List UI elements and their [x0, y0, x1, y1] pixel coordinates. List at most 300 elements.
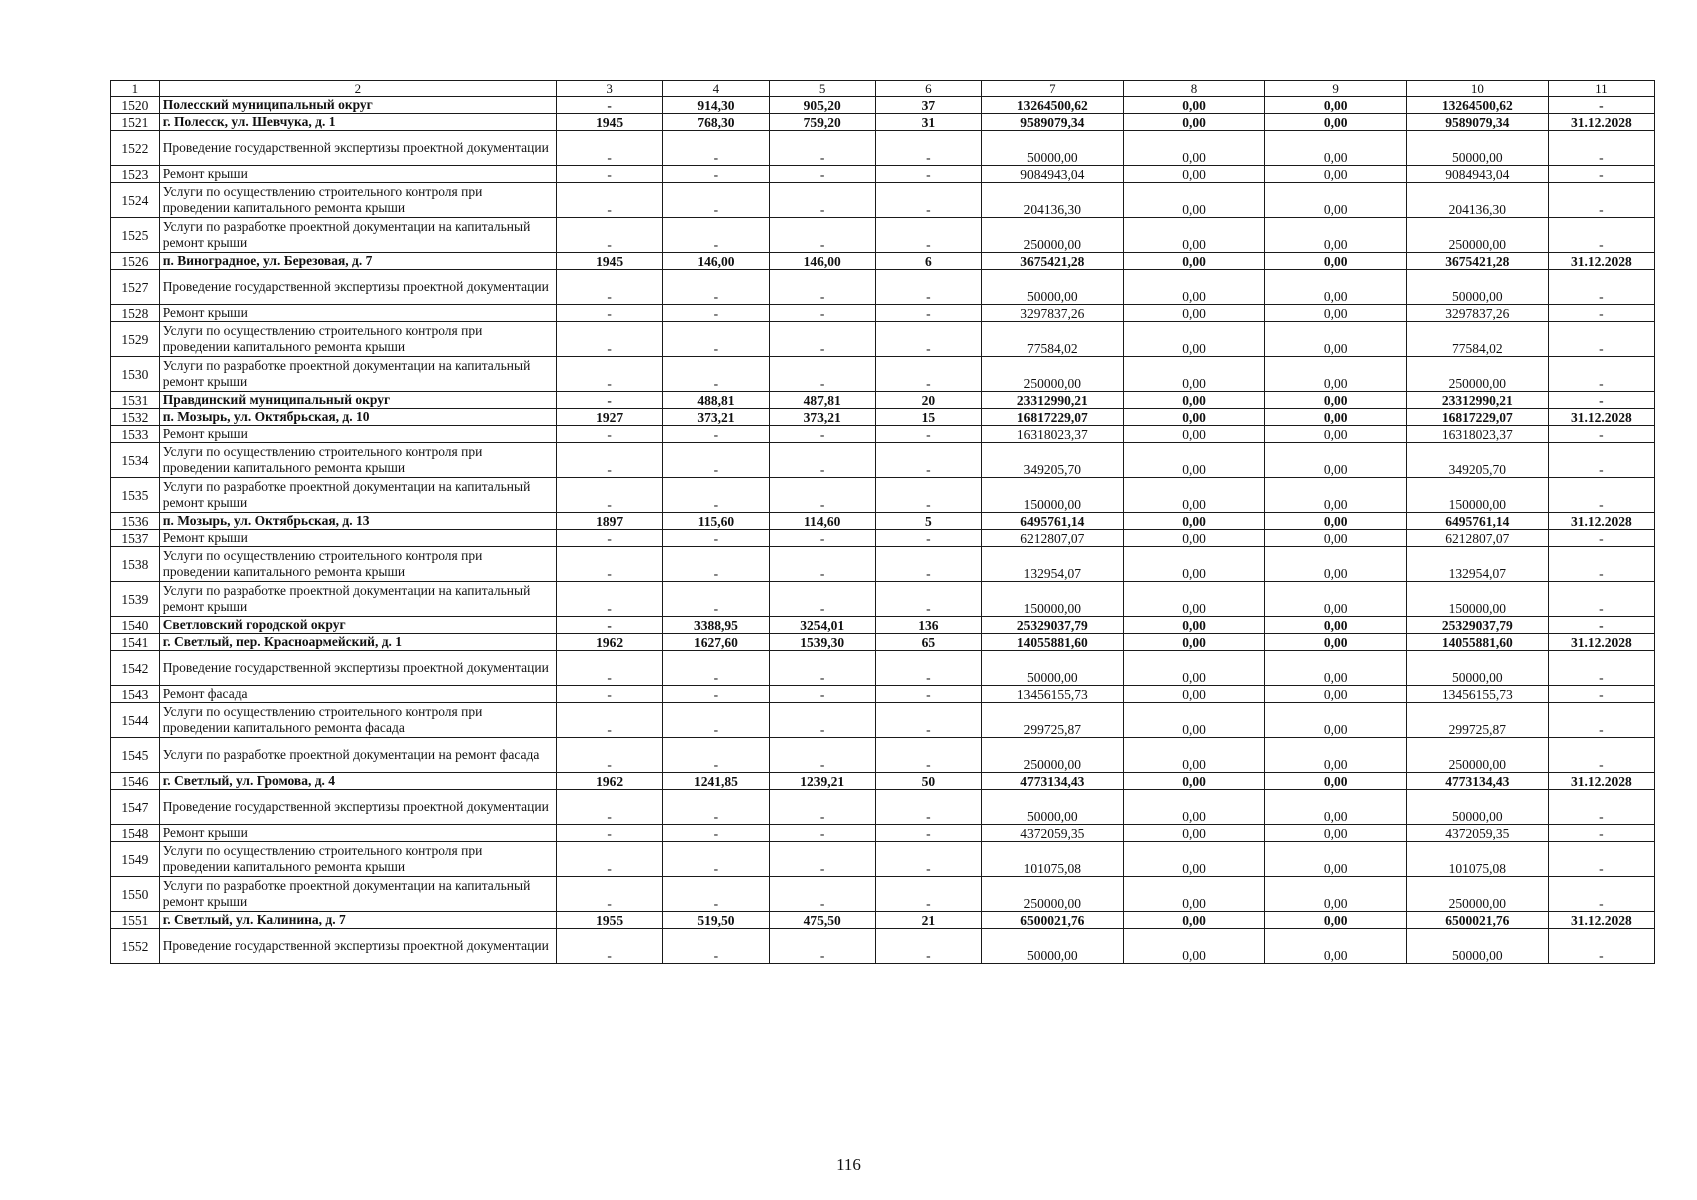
item-name-cell: п. Мозырь, ул. Октябрьская, д. 10 — [159, 409, 556, 426]
owner-cost-cell: 50000,00 — [1407, 790, 1549, 825]
other-cost-cell: 0,00 — [1265, 114, 1407, 131]
living-area-cell: - — [769, 218, 875, 253]
owner-cost-cell: 16318023,37 — [1407, 426, 1549, 443]
other-cost-cell: 0,00 — [1265, 651, 1407, 686]
total-cost-cell: 101075,08 — [982, 842, 1124, 877]
deadline-cell: - — [1548, 825, 1654, 842]
owner-cost-cell: 14055881,60 — [1407, 634, 1549, 651]
other-cost-cell: 0,00 — [1265, 513, 1407, 530]
header-cell: 2 — [159, 81, 556, 97]
owner-cost-cell: 16817229,07 — [1407, 409, 1549, 426]
table-row — [111, 582, 1655, 617]
year-cell: - — [557, 270, 663, 305]
item-name-cell: Светловский городской округ — [159, 617, 556, 634]
residents-cell: - — [875, 825, 981, 842]
residents-cell: 20 — [875, 392, 981, 409]
year-cell: 1962 — [557, 634, 663, 651]
year-cell: - — [557, 183, 663, 218]
row-number-cell: 1537 — [111, 530, 160, 547]
living-area-cell: - — [769, 305, 875, 322]
table-row — [111, 651, 1655, 686]
other-cost-cell: 0,00 — [1265, 790, 1407, 825]
item-name-cell: Проведение государственной экспертизы проектной документации — [159, 790, 556, 825]
fund-cost-cell: 0,00 — [1123, 322, 1265, 357]
residents-cell: 31 — [875, 114, 981, 131]
total-cost-cell: 6500021,76 — [982, 912, 1124, 929]
residents-cell: - — [875, 270, 981, 305]
deadline-cell: - — [1548, 270, 1654, 305]
fund-cost-cell: 0,00 — [1123, 114, 1265, 131]
row-number-cell: 1527 — [111, 270, 160, 305]
living-area-cell: - — [769, 929, 875, 964]
deadline-cell: - — [1548, 547, 1654, 582]
row-number-cell: 1543 — [111, 686, 160, 703]
header-cell: 11 — [1548, 81, 1654, 97]
table-row — [111, 530, 1655, 547]
living-area-cell: - — [769, 131, 875, 166]
total-area-cell: - — [663, 825, 769, 842]
row-number-cell: 1521 — [111, 114, 160, 131]
fund-cost-cell: 0,00 — [1123, 773, 1265, 790]
living-area-cell: 1539,30 — [769, 634, 875, 651]
residents-cell: - — [875, 478, 981, 513]
fund-cost-cell: 0,00 — [1123, 392, 1265, 409]
owner-cost-cell: 23312990,21 — [1407, 392, 1549, 409]
living-area-cell: 146,00 — [769, 253, 875, 270]
deadline-cell: 31.12.2028 — [1548, 634, 1654, 651]
item-name-cell: г. Полесск, ул. Шевчука, д. 1 — [159, 114, 556, 131]
other-cost-cell: 0,00 — [1265, 409, 1407, 426]
document-table-container — [110, 80, 1655, 964]
deadline-cell: 31.12.2028 — [1548, 912, 1654, 929]
living-area-cell: - — [769, 426, 875, 443]
fund-cost-cell: 0,00 — [1123, 305, 1265, 322]
year-cell: 1927 — [557, 409, 663, 426]
living-area-cell: - — [769, 530, 875, 547]
deadline-cell: - — [1548, 617, 1654, 634]
row-number-cell: 1549 — [111, 842, 160, 877]
fund-cost-cell: 0,00 — [1123, 513, 1265, 530]
total-area-cell: - — [663, 651, 769, 686]
fund-cost-cell: 0,00 — [1123, 651, 1265, 686]
table-row — [111, 738, 1655, 773]
deadline-cell: - — [1548, 443, 1654, 478]
total-area-cell: - — [663, 166, 769, 183]
other-cost-cell: 0,00 — [1265, 322, 1407, 357]
year-cell: - — [557, 478, 663, 513]
item-name-cell: Услуги по разработке проектной документации на капитальный ремонт крыши — [159, 478, 556, 513]
fund-cost-cell: 0,00 — [1123, 97, 1265, 114]
other-cost-cell: 0,00 — [1265, 617, 1407, 634]
row-number-cell: 1534 — [111, 443, 160, 478]
other-cost-cell: 0,00 — [1265, 877, 1407, 912]
residents-cell: - — [875, 651, 981, 686]
owner-cost-cell: 299725,87 — [1407, 703, 1549, 738]
row-number-cell: 1522 — [111, 131, 160, 166]
row-number-cell: 1550 — [111, 877, 160, 912]
deadline-cell: - — [1548, 392, 1654, 409]
total-area-cell: - — [663, 547, 769, 582]
item-name-cell: Услуги по разработке проектной документации на капитальный ремонт крыши — [159, 218, 556, 253]
table-row — [111, 253, 1655, 270]
row-number-cell: 1551 — [111, 912, 160, 929]
row-number-cell: 1523 — [111, 166, 160, 183]
year-cell: - — [557, 703, 663, 738]
item-name-cell: Проведение государственной экспертизы проектной документации — [159, 131, 556, 166]
row-number-cell: 1541 — [111, 634, 160, 651]
year-cell: - — [557, 443, 663, 478]
other-cost-cell: 0,00 — [1265, 426, 1407, 443]
table-row — [111, 183, 1655, 218]
owner-cost-cell: 9589079,34 — [1407, 114, 1549, 131]
other-cost-cell: 0,00 — [1265, 912, 1407, 929]
total-cost-cell: 50000,00 — [982, 270, 1124, 305]
owner-cost-cell: 3297837,26 — [1407, 305, 1549, 322]
other-cost-cell: 0,00 — [1265, 634, 1407, 651]
other-cost-cell: 0,00 — [1265, 253, 1407, 270]
owner-cost-cell: 204136,30 — [1407, 183, 1549, 218]
page-number: 116 — [836, 1155, 861, 1174]
other-cost-cell: 0,00 — [1265, 530, 1407, 547]
residents-cell: - — [875, 357, 981, 392]
total-cost-cell: 50000,00 — [982, 790, 1124, 825]
living-area-cell: - — [769, 686, 875, 703]
living-area-cell: - — [769, 703, 875, 738]
deadline-cell: 31.12.2028 — [1548, 253, 1654, 270]
total-area-cell: - — [663, 842, 769, 877]
total-cost-cell: 299725,87 — [982, 703, 1124, 738]
deadline-cell: 31.12.2028 — [1548, 409, 1654, 426]
item-name-cell: Услуги по осуществлению строительного контроля при проведении капитального ремонта фасада — [159, 703, 556, 738]
total-cost-cell: 3297837,26 — [982, 305, 1124, 322]
deadline-cell: - — [1548, 651, 1654, 686]
residents-cell: - — [875, 443, 981, 478]
living-area-cell: - — [769, 790, 875, 825]
living-area-cell: 1239,21 — [769, 773, 875, 790]
total-area-cell: 3388,95 — [663, 617, 769, 634]
row-number-cell: 1544 — [111, 703, 160, 738]
year-cell: - — [557, 322, 663, 357]
other-cost-cell: 0,00 — [1265, 183, 1407, 218]
row-number-cell: 1533 — [111, 426, 160, 443]
total-cost-cell: 50000,00 — [982, 651, 1124, 686]
row-number-cell: 1530 — [111, 357, 160, 392]
table-row — [111, 547, 1655, 582]
total-area-cell: - — [663, 218, 769, 253]
owner-cost-cell: 50000,00 — [1407, 131, 1549, 166]
total-area-cell: 914,30 — [663, 97, 769, 114]
total-cost-cell: 4372059,35 — [982, 825, 1124, 842]
header-cell: 9 — [1265, 81, 1407, 97]
living-area-cell: - — [769, 166, 875, 183]
table-row — [111, 97, 1655, 114]
table-row — [111, 114, 1655, 131]
residents-cell: - — [875, 131, 981, 166]
total-area-cell: 373,21 — [663, 409, 769, 426]
year-cell: - — [557, 738, 663, 773]
row-number-cell: 1529 — [111, 322, 160, 357]
table-row — [111, 773, 1655, 790]
total-cost-cell: 6495761,14 — [982, 513, 1124, 530]
deadline-cell: - — [1548, 305, 1654, 322]
owner-cost-cell: 13456155,73 — [1407, 686, 1549, 703]
column-number-header — [111, 81, 1655, 97]
residents-cell: - — [875, 305, 981, 322]
total-area-cell: - — [663, 322, 769, 357]
living-area-cell: - — [769, 651, 875, 686]
table-row — [111, 166, 1655, 183]
year-cell: - — [557, 426, 663, 443]
row-number-cell: 1525 — [111, 218, 160, 253]
year-cell: - — [557, 929, 663, 964]
deadline-cell: - — [1548, 686, 1654, 703]
table-row — [111, 912, 1655, 929]
residents-cell: - — [875, 842, 981, 877]
other-cost-cell: 0,00 — [1265, 166, 1407, 183]
total-area-cell: 768,30 — [663, 114, 769, 131]
row-number-cell: 1524 — [111, 183, 160, 218]
owner-cost-cell: 77584,02 — [1407, 322, 1549, 357]
year-cell: - — [557, 305, 663, 322]
owner-cost-cell: 250000,00 — [1407, 877, 1549, 912]
deadline-cell: - — [1548, 582, 1654, 617]
living-area-cell: - — [769, 443, 875, 478]
total-cost-cell: 6212807,07 — [982, 530, 1124, 547]
year-cell: - — [557, 617, 663, 634]
total-cost-cell: 16817229,07 — [982, 409, 1124, 426]
item-name-cell: Услуги по осуществлению строительного контроля при проведении капитального ремонта крыши — [159, 183, 556, 218]
total-cost-cell: 9589079,34 — [982, 114, 1124, 131]
deadline-cell: - — [1548, 929, 1654, 964]
year-cell: - — [557, 877, 663, 912]
total-area-cell: - — [663, 183, 769, 218]
item-name-cell: Полесский муниципальный округ — [159, 97, 556, 114]
row-number-cell: 1535 — [111, 478, 160, 513]
living-area-cell: 3254,01 — [769, 617, 875, 634]
table-row — [111, 929, 1655, 964]
owner-cost-cell: 349205,70 — [1407, 443, 1549, 478]
total-area-cell: 1627,60 — [663, 634, 769, 651]
total-area-cell: - — [663, 582, 769, 617]
year-cell: - — [557, 166, 663, 183]
total-area-cell: 519,50 — [663, 912, 769, 929]
owner-cost-cell: 9084943,04 — [1407, 166, 1549, 183]
other-cost-cell: 0,00 — [1265, 357, 1407, 392]
total-cost-cell: 50000,00 — [982, 929, 1124, 964]
item-name-cell: Ремонт крыши — [159, 305, 556, 322]
other-cost-cell: 0,00 — [1265, 443, 1407, 478]
header-cell: 1 — [111, 81, 160, 97]
total-area-cell: - — [663, 426, 769, 443]
other-cost-cell: 0,00 — [1265, 478, 1407, 513]
row-number-cell: 1539 — [111, 582, 160, 617]
item-name-cell: Ремонт крыши — [159, 825, 556, 842]
row-number-cell: 1528 — [111, 305, 160, 322]
fund-cost-cell: 0,00 — [1123, 686, 1265, 703]
owner-cost-cell: 50000,00 — [1407, 270, 1549, 305]
residents-cell: 50 — [875, 773, 981, 790]
residents-cell: - — [875, 738, 981, 773]
owner-cost-cell: 50000,00 — [1407, 929, 1549, 964]
deadline-cell: - — [1548, 131, 1654, 166]
row-number-cell: 1548 — [111, 825, 160, 842]
header-cell: 10 — [1407, 81, 1549, 97]
item-name-cell: Ремонт фасада — [159, 686, 556, 703]
total-cost-cell: 4773134,43 — [982, 773, 1124, 790]
row-number-cell: 1538 — [111, 547, 160, 582]
fund-cost-cell: 0,00 — [1123, 703, 1265, 738]
item-name-cell: г. Светлый, пер. Красноармейский, д. 1 — [159, 634, 556, 651]
owner-cost-cell: 25329037,79 — [1407, 617, 1549, 634]
residents-cell: 21 — [875, 912, 981, 929]
total-area-cell: - — [663, 357, 769, 392]
item-name-cell: п. Виноградное, ул. Березовая, д. 7 — [159, 253, 556, 270]
other-cost-cell: 0,00 — [1265, 582, 1407, 617]
other-cost-cell: 0,00 — [1265, 97, 1407, 114]
table-row — [111, 392, 1655, 409]
residents-cell: - — [875, 530, 981, 547]
other-cost-cell: 0,00 — [1265, 218, 1407, 253]
table-row — [111, 270, 1655, 305]
year-cell: - — [557, 131, 663, 166]
fund-cost-cell: 0,00 — [1123, 478, 1265, 513]
residents-cell: - — [875, 929, 981, 964]
residents-cell: - — [875, 426, 981, 443]
total-cost-cell: 25329037,79 — [982, 617, 1124, 634]
fund-cost-cell: 0,00 — [1123, 530, 1265, 547]
row-number-cell: 1531 — [111, 392, 160, 409]
fund-cost-cell: 0,00 — [1123, 426, 1265, 443]
deadline-cell: - — [1548, 357, 1654, 392]
total-area-cell: 115,60 — [663, 513, 769, 530]
item-name-cell: Услуги по разработке проектной документации на капитальный ремонт крыши — [159, 582, 556, 617]
total-cost-cell: 3675421,28 — [982, 253, 1124, 270]
year-cell: - — [557, 218, 663, 253]
residents-cell: - — [875, 582, 981, 617]
owner-cost-cell: 6500021,76 — [1407, 912, 1549, 929]
header-cell: 5 — [769, 81, 875, 97]
item-name-cell: Услуги по разработке проектной документации на капитальный ремонт крыши — [159, 357, 556, 392]
table-row — [111, 703, 1655, 738]
total-area-cell: - — [663, 478, 769, 513]
deadline-cell: - — [1548, 738, 1654, 773]
residents-cell: - — [875, 166, 981, 183]
table-row — [111, 131, 1655, 166]
table-row — [111, 617, 1655, 634]
year-cell: 1945 — [557, 114, 663, 131]
other-cost-cell: 0,00 — [1265, 929, 1407, 964]
item-name-cell: Услуги по осуществлению строительного контроля при проведении капитального ремонта крыши — [159, 547, 556, 582]
table-row — [111, 443, 1655, 478]
other-cost-cell: 0,00 — [1265, 270, 1407, 305]
other-cost-cell: 0,00 — [1265, 392, 1407, 409]
total-area-cell: - — [663, 738, 769, 773]
total-area-cell: 1241,85 — [663, 773, 769, 790]
year-cell: - — [557, 790, 663, 825]
item-name-cell: г. Светлый, ул. Калинина, д. 7 — [159, 912, 556, 929]
row-number-cell: 1546 — [111, 773, 160, 790]
fund-cost-cell: 0,00 — [1123, 270, 1265, 305]
living-area-cell: - — [769, 738, 875, 773]
item-name-cell: Проведение государственной экспертизы проектной документации — [159, 651, 556, 686]
total-cost-cell: 132954,07 — [982, 547, 1124, 582]
other-cost-cell: 0,00 — [1265, 842, 1407, 877]
total-cost-cell: 77584,02 — [982, 322, 1124, 357]
residents-cell: - — [875, 322, 981, 357]
row-number-cell: 1542 — [111, 651, 160, 686]
year-cell: - — [557, 547, 663, 582]
row-number-cell: 1536 — [111, 513, 160, 530]
table-row — [111, 218, 1655, 253]
deadline-cell: 31.12.2028 — [1548, 513, 1654, 530]
residents-cell: 15 — [875, 409, 981, 426]
year-cell: 1955 — [557, 912, 663, 929]
item-name-cell: Услуги по разработке проектной документации на капитальный ремонт крыши — [159, 877, 556, 912]
deadline-cell: - — [1548, 703, 1654, 738]
table-row — [111, 409, 1655, 426]
owner-cost-cell: 250000,00 — [1407, 218, 1549, 253]
deadline-cell: - — [1548, 183, 1654, 218]
total-area-cell: - — [663, 686, 769, 703]
header-cell: 8 — [1123, 81, 1265, 97]
deadline-cell: - — [1548, 426, 1654, 443]
total-cost-cell: 250000,00 — [982, 877, 1124, 912]
total-cost-cell: 250000,00 — [982, 218, 1124, 253]
fund-cost-cell: 0,00 — [1123, 617, 1265, 634]
living-area-cell: - — [769, 270, 875, 305]
fund-cost-cell: 0,00 — [1123, 929, 1265, 964]
owner-cost-cell: 13264500,62 — [1407, 97, 1549, 114]
owner-cost-cell: 250000,00 — [1407, 738, 1549, 773]
fund-cost-cell: 0,00 — [1123, 443, 1265, 478]
year-cell: - — [557, 842, 663, 877]
fund-cost-cell: 0,00 — [1123, 253, 1265, 270]
item-name-cell: Услуги по разработке проектной документации на ремонт фасада — [159, 738, 556, 773]
header-cell: 7 — [982, 81, 1124, 97]
item-name-cell: Ремонт крыши — [159, 426, 556, 443]
total-cost-cell: 150000,00 — [982, 478, 1124, 513]
living-area-cell: 905,20 — [769, 97, 875, 114]
total-cost-cell: 13456155,73 — [982, 686, 1124, 703]
header-cell: 3 — [557, 81, 663, 97]
residents-cell: - — [875, 686, 981, 703]
header-cell: 4 — [663, 81, 769, 97]
item-name-cell: Ремонт крыши — [159, 530, 556, 547]
fund-cost-cell: 0,00 — [1123, 582, 1265, 617]
fund-cost-cell: 0,00 — [1123, 842, 1265, 877]
fund-cost-cell: 0,00 — [1123, 218, 1265, 253]
owner-cost-cell: 150000,00 — [1407, 478, 1549, 513]
deadline-cell: - — [1548, 97, 1654, 114]
total-area-cell: - — [663, 790, 769, 825]
fund-cost-cell: 0,00 — [1123, 790, 1265, 825]
fund-cost-cell: 0,00 — [1123, 183, 1265, 218]
fund-cost-cell: 0,00 — [1123, 825, 1265, 842]
residents-cell: - — [875, 218, 981, 253]
year-cell: 1897 — [557, 513, 663, 530]
row-number-cell: 1532 — [111, 409, 160, 426]
living-area-cell: 373,21 — [769, 409, 875, 426]
total-area-cell: - — [663, 131, 769, 166]
living-area-cell: - — [769, 547, 875, 582]
deadline-cell: - — [1548, 322, 1654, 357]
deadline-cell: - — [1548, 166, 1654, 183]
owner-cost-cell: 250000,00 — [1407, 357, 1549, 392]
year-cell: - — [557, 392, 663, 409]
living-area-cell: 475,50 — [769, 912, 875, 929]
table-row — [111, 790, 1655, 825]
residents-cell: - — [875, 877, 981, 912]
